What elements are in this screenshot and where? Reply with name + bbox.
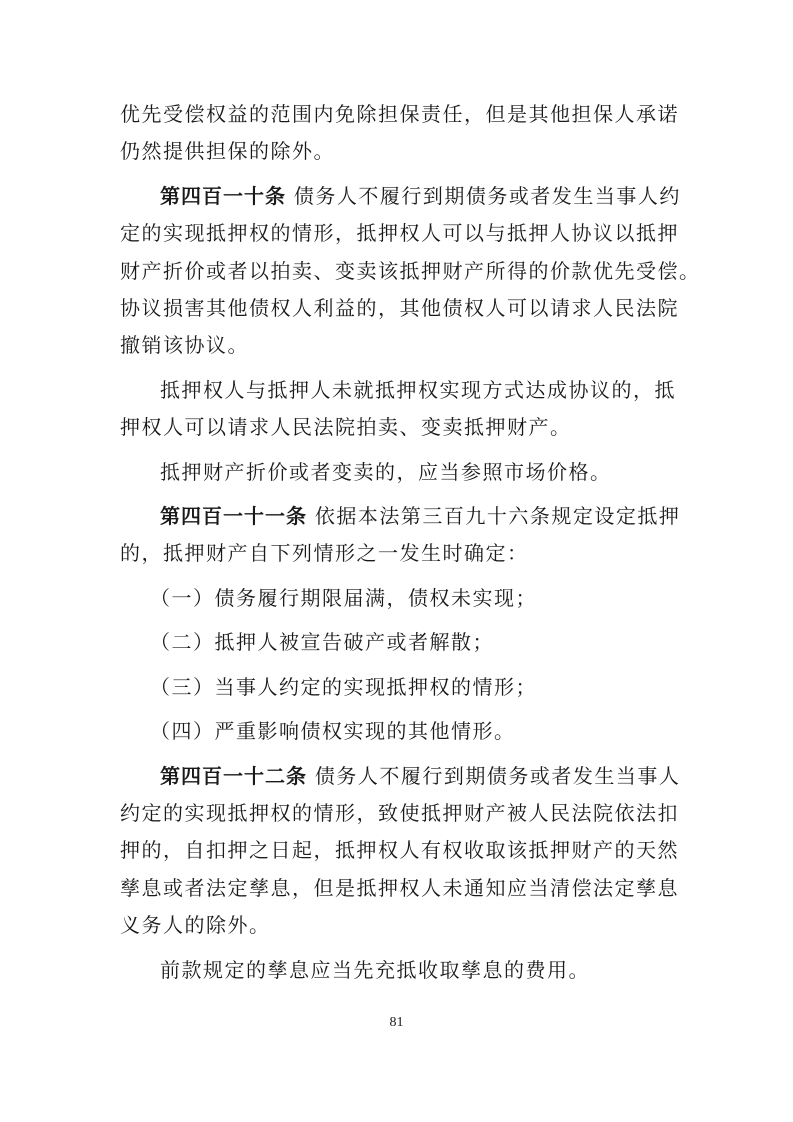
article-410 (120, 178, 701, 365)
text-line: 前款规定的孳息应当先充抵收取孳息的费用。 (160, 957, 590, 982)
text-line: 优先受偿权益的范围内免除担保责任，但是其他担保人承诺 (120, 102, 679, 126)
text-line: 撤销该协议。 (120, 333, 249, 358)
article-title: 第四百一十条 (160, 183, 286, 208)
text-line: 仍然提供担保的除外。 (120, 139, 335, 164)
article-text: 债务人不履行到期债务或者发生当事人 (307, 763, 681, 788)
paragraph (120, 372, 680, 447)
text-line: 协议损害其他债权人利益的，其他债权人可以请求人民法院 (120, 296, 679, 321)
text-line: 约定的实现抵押权的情形，致使抵押财产被人民法院依法扣 (120, 800, 679, 825)
text-line: 财产折价或者以拍卖、变卖该抵押财产所得的价款优先受偿。 (120, 258, 701, 283)
article-411 (120, 498, 680, 573)
text-line: 抵押财产折价或者变卖的，应当参照市场价格。 (160, 459, 612, 484)
text-line: （一）债务履行期限届满，债权未实现； (150, 585, 537, 610)
text-line: 孳息或者法定孳息，但是抵押权人未通知应当清偿法定孳息 (120, 875, 679, 900)
text-line (120, 178, 680, 215)
article-text: 依据本法第三百九十六条规定设定抵押 (307, 504, 681, 529)
list-item (120, 713, 680, 750)
article-title: 第四百一十二条 (160, 763, 307, 788)
article-text: 债务人不履行到期债务或者发生当事人约 (286, 183, 681, 208)
text-line: 的，抵押财产自下列情形之一发生时确定： (120, 541, 529, 566)
paragraph-continued (120, 96, 680, 171)
text-line: 定的实现抵押权的情形，抵押权人可以与抵押人协议以抵押 (120, 221, 679, 246)
text-line: 押的，自扣押之日起，抵押权人有权收取该抵押财产的天然 (120, 838, 679, 863)
document-body (120, 96, 701, 989)
text-line: 押权人可以请求人民法院拍卖、变卖抵押财产。 (120, 415, 572, 440)
list-item (120, 669, 680, 706)
text-line (120, 498, 680, 535)
article-title: 第四百一十一条 (160, 504, 307, 529)
paragraph (120, 952, 680, 989)
article-412 (120, 758, 680, 945)
page-number: 81 (389, 1015, 404, 1030)
text-line: 义务人的除外。 (120, 913, 271, 938)
text-line (120, 758, 680, 795)
text-line: 抵押权人与抵押人未就抵押权实现方式达成协议的，抵 (160, 377, 676, 402)
list-item (120, 580, 680, 617)
list-item (120, 624, 680, 661)
text-line: （三）当事人约定的实现抵押权的情形； (150, 674, 537, 699)
text-line: （二）抵押人被宣告破产或者解散； (150, 630, 494, 655)
text-line: （四）严重影响债权实现的其他情形。 (150, 719, 516, 744)
paragraph (120, 454, 680, 491)
